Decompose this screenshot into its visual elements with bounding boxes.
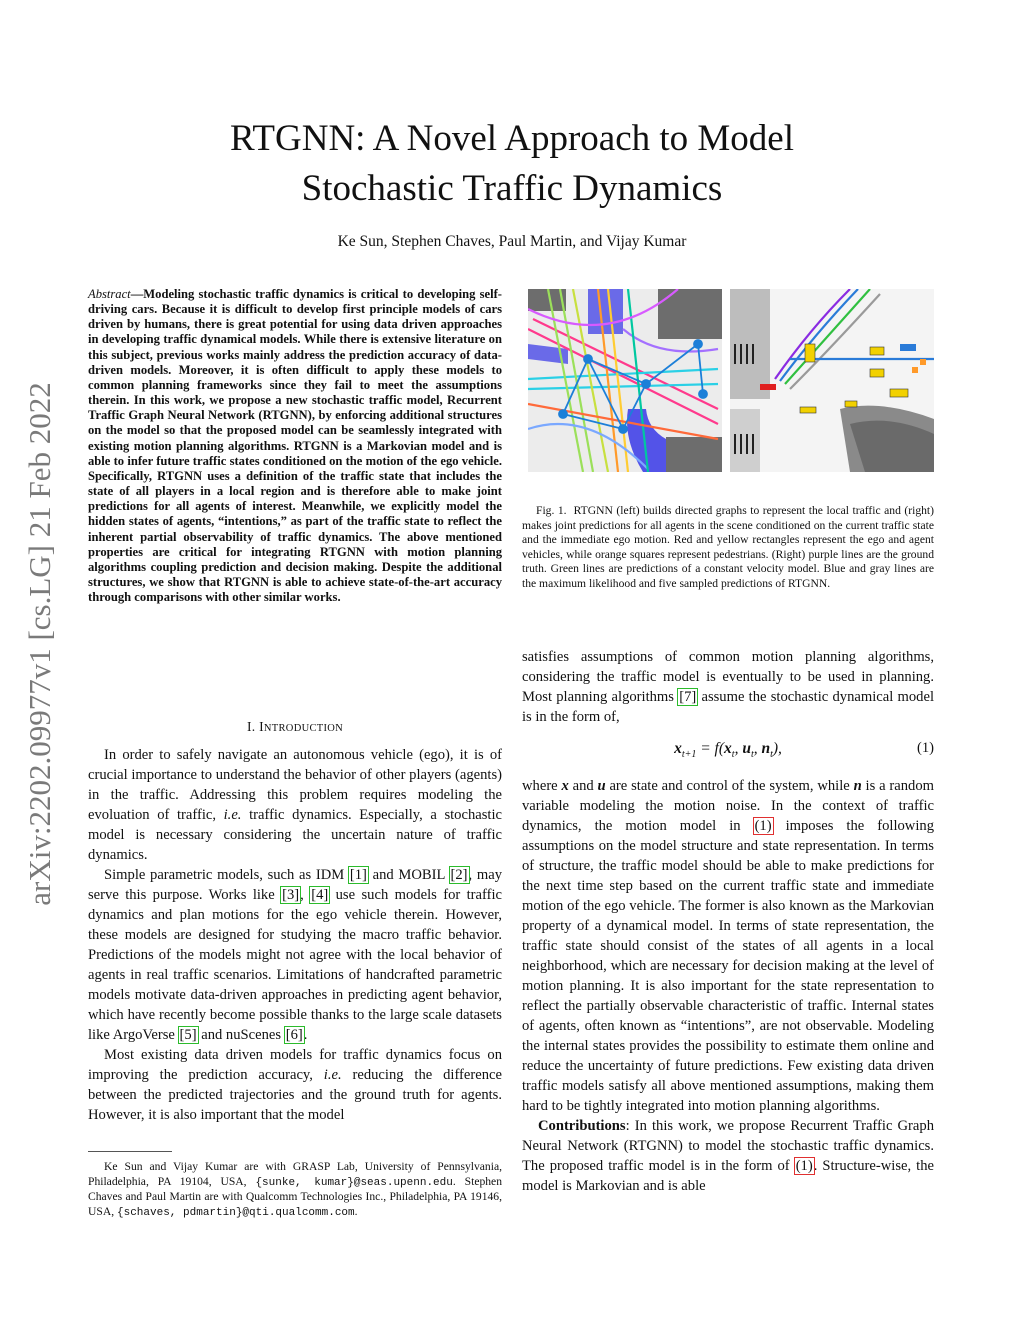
right-paragraph-3: Contributions: In this work, we propose Recurrent Traffic Graph Neural Network (RTGNN) to model the stochastic traffic dynamics. The proposed traffic model is in the form of (1). Structure-wise, the model is Markovian and is able [522, 1118, 934, 1194]
heading-initial: I [259, 719, 264, 734]
equation-reference-link[interactable]: (1) [795, 1158, 813, 1174]
heading-smallcaps: NTRODUCTION [263, 723, 344, 734]
figure-caption [522, 504, 934, 592]
abstract-text: —Modeling stochastic traffic dynamics is critical to developing self-driving cars. Because it is difficult to develop first principle models of cars driven by humans, there is great potential for using data driven approaches in developing traffic dynamical models. While there is extensive literature on this subject, previous works mainly address the prediction accuracy of data-driven models. Moreover, it is often difficult to apply these models to common planning frameworks since they fail to meet the assumptions therein. In this work, we propose a new stochastic traffic model, Recurrent Traffic Graph Neural Network (RTGNN), by enforcing additional structures on the model so that the proposed model can be seamlessly integrated with existing motion planning algorithms. RTGNN is a Markovian model and is able to infer future traffic states conditioned on the motion of the ego vehicle. Specifically, RTGNN uses a definition of the traffic state that includes the state of all players in a local region and is therefore able to make joint predictions for all agents of interest. Meanwhile, we explicitly model the hidden states of agents, “intentions,” as part of the traffic state to reflect the inherent partial observability of traffic dynamics. The above mentioned properties are critical for integrating RTGNN with motion planning algorithms coupling prediction and decision making. Despite the additional structures, we show that RTGNN is able to achieve state-of-the-art accuracy through comparisons with other similar works. [88, 287, 502, 605]
intro-paragraph-3: Most existing data driven models for traffic dynamics focus on improving the prediction accuracy, i.e. reducing the difference between the predicted trajectories and the ground truth for agents. However, it is also important that the model [88, 1047, 502, 1123]
right-paragraph-1: satisfies assumptions of common motion planning algorithms, considering the traffic model is eventually to be used in planning. Most planning algorithms [7] assume the stochastic dynamical model is in the form of, [522, 649, 934, 725]
email-address[interactable]: {sunke, kumar}@seas.upenn.edu [255, 1176, 453, 1189]
section-heading-introduction [88, 719, 502, 735]
section-numeral: I. [246, 719, 260, 734]
citation-link[interactable]: [4] [311, 887, 329, 903]
abstract [88, 287, 502, 605]
paper-title [0, 114, 1024, 214]
citation-link[interactable]: [7] [679, 689, 697, 705]
contributions-label: Contributions [538, 1118, 626, 1134]
author-list: Ke Sun, Stephen Chaves, Paul Martin, and Vijay Kumar [337, 233, 687, 250]
footnote-rule [88, 1151, 172, 1152]
citation-link[interactable]: [6] [285, 1027, 303, 1043]
figure-traffic-graph [528, 289, 722, 472]
right-paragraph-2: where x and u are state and control of the system, while n is a random variable modeling the motion noise. In the context of traffic dynamics, the motion model in (1) imposes the following assumptions on the model structure and state representation. In terms of structure, the traffic model should be able to make predictions for the next time step based on the current traffic state and immediate motion of the ego vehicle. The former is also known as the Markovian property of a dynamical model. In terms of state representation, the traffic state should consist of the states of all agents in a local neighborhood, which are necessary for decision making at the level of motion planning. It is also important for the state representation to reflect the partially observable characteristic of traffic. Internal states of agents, often known as “intentions”, are not observable. Modeling the internal states provides the possibility to estimate them online and reduce the uncertainty of future predictions. Few existing data driven traffic models satisfy all above mentioned assumptions, making them hard to be tightly integrated into motion planning algorithms. [522, 778, 934, 1114]
equation-reference-link[interactable]: (1) [754, 818, 772, 834]
title-line-2: Stochastic Traffic Dynamics [301, 168, 723, 209]
citation-link[interactable]: [3] [282, 887, 300, 903]
right-column-text-bottom [522, 776, 934, 1196]
title-line-1: RTGNN: A Novel Approach to Model [229, 118, 795, 159]
arxiv-identifier: arXiv:2202.09977v1 [cs.LG] 21 Feb 2022 [22, 382, 57, 906]
equation-1 [522, 740, 934, 764]
citation-link[interactable]: [2] [450, 867, 468, 883]
introduction-body [88, 745, 502, 1125]
affiliation-footnote: Ke Sun and Vijay Kumar are with GRASP Lab, University of Pennsylvania, Philadelphia, PA 19104, USA, {sunke, kumar}@seas.upenn.edu. Stephen Chaves and Paul Martin are with Qualcomm Technologies Inc., Philadelphia, PA 19146, USA, {schaves, pdmartin}@qti.qualcomm.com. [88, 1160, 502, 1220]
figure-caption-text: RTGNN (left) builds directed graphs to represent the local traffic and (right) makes joint predictions for all agents in the scene conditioned on the current traffic state and the immediate ego motion. Red and yellow rectangles represent the ego and agent vehicles, while orange squares represent pedestrians. (Right) purple lines are the ground truth. Green lines are predictions of a constant velocity model. Blue and gray lines are the maximum likelihood and five sampled predictions of RTGNN. [522, 504, 935, 590]
traffic-graph-illustration [528, 289, 722, 472]
citation-link[interactable]: [1] [349, 867, 367, 883]
prediction-scene-illustration [730, 289, 934, 472]
equation-formula: $x_{t+1} = f(x_t$, $u_t$, $n_t$), [674, 740, 782, 761]
citation-link[interactable]: [5] [179, 1027, 197, 1043]
intro-paragraph-2: Simple parametric models, such as IDM [1] and MOBIL [2], may serve this purpose. Works like [3], [4] use such models for traffic dynamics and plan motions for the ego vehicle therein. However, these models are designed for studying the macro traffic behavior. Predictions of the models might not agree with the local behavior of agents in real traffic scenarios. Limitations of handcrafted parametric models motivate data-driven approaches in predicting agent behavior, which have recently become possible thanks to the large scale datasets like ArgoVerse [5] and nuScenes [6]. [88, 867, 503, 1043]
intro-paragraph-1: In order to safely navigate an autonomous vehicle (ego), it is of crucial importance to understand the behavior of other players (agents) in the traffic. Addressing this problem requires modeling the evoluation of traffic, i.e. traffic dynamics. Especially, a stochastic model is necessary considering the uncertain nature of traffic dynamics. [88, 747, 502, 863]
figure-prediction-scene [730, 289, 934, 472]
right-column-text-top [522, 647, 934, 727]
equation-number: (1) [916, 740, 934, 756]
abstract-label: Abstract [88, 287, 131, 301]
figure-label: Fig. 1. [536, 504, 567, 517]
email-address[interactable]: {schaves, pdmartin}@qti.qualcomm.com [117, 1206, 355, 1219]
